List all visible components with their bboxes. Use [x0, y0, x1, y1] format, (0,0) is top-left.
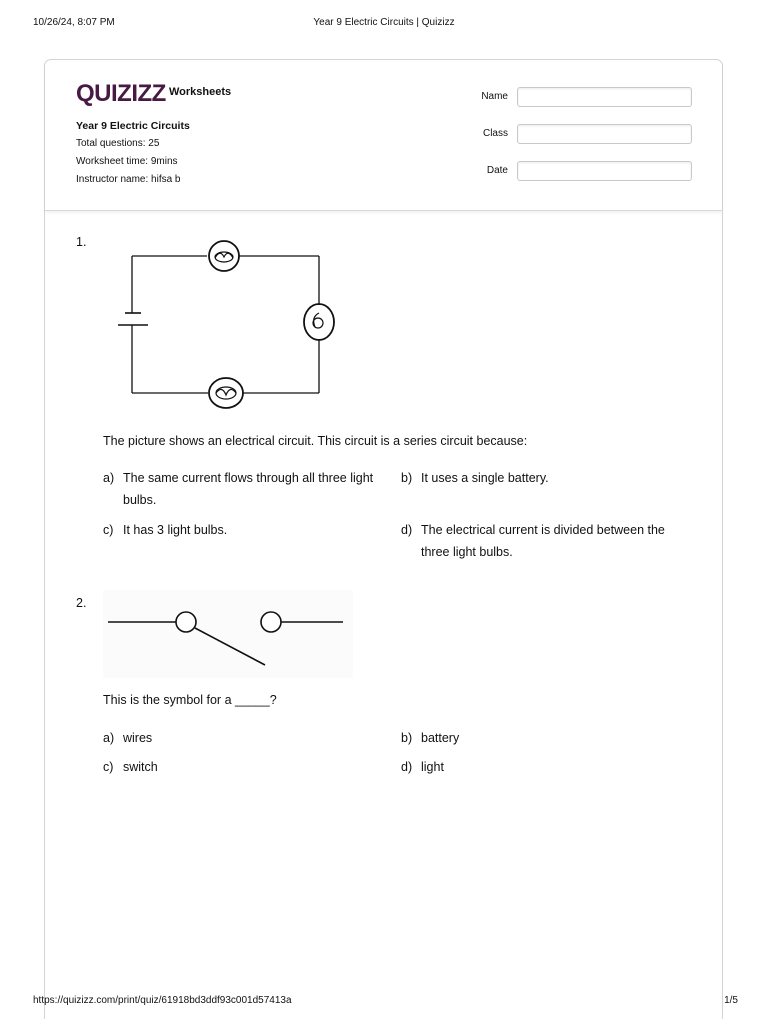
- print-header: [0, 17, 768, 31]
- name-label: Name: [481, 91, 508, 102]
- option-text: It uses a single battery.: [421, 471, 549, 485]
- option-letter: d): [401, 760, 413, 774]
- option-text: switch: [123, 760, 158, 774]
- option-text: It has 3 light bulbs.: [123, 523, 228, 537]
- option-letter: b): [401, 471, 413, 485]
- question-2-option-c[interactable]: [103, 756, 393, 778]
- option-letter: a): [103, 471, 115, 485]
- worksheet-header: [45, 60, 722, 211]
- brand-suffix: Worksheets: [169, 86, 232, 98]
- print-footer: [0, 995, 768, 1009]
- date-field[interactable]: [517, 161, 692, 181]
- print-page-number: 1/5: [724, 995, 738, 1006]
- print-datetime: 10/26/24, 8:07 PM: [33, 17, 115, 28]
- bulb-bottom: [209, 378, 243, 408]
- option-text: The same current flows through all three light bulbs.: [123, 471, 374, 507]
- option-text: wires: [123, 731, 153, 745]
- class-label: Class: [482, 128, 508, 139]
- question-1-option-a[interactable]: [103, 467, 393, 511]
- question-1-number: 1.: [76, 235, 87, 249]
- worksheet: [44, 59, 723, 1019]
- class-field[interactable]: [517, 124, 692, 144]
- question-2-option-b[interactable]: [401, 727, 691, 749]
- bulb-top: [209, 241, 239, 271]
- question-1-option-c[interactable]: [103, 519, 393, 541]
- print-page-title: Year 9 Electric Circuits | Quizizz: [313, 17, 455, 28]
- question-2-option-d[interactable]: [401, 756, 691, 778]
- option-letter: c): [103, 523, 114, 537]
- option-text: battery: [421, 731, 460, 745]
- option-letter: a): [103, 731, 115, 745]
- question-1-option-d[interactable]: [401, 519, 691, 563]
- question-2-option-a[interactable]: [103, 727, 393, 749]
- series-circuit-diagram: [115, 235, 345, 415]
- switch-right-contact: [261, 612, 281, 632]
- option-text: light: [421, 760, 444, 774]
- question-2-number: 2.: [76, 596, 87, 610]
- bulb-right: [304, 304, 334, 340]
- question-1-option-b[interactable]: [401, 467, 691, 489]
- date-label: Date: [486, 165, 508, 176]
- total-questions: Total questions: 25: [76, 138, 160, 149]
- worksheet-time: Worksheet time: 9mins: [76, 156, 178, 167]
- print-url: https://quizizz.com/print/quiz/61918bd3ddf93c001d57413a: [33, 995, 292, 1006]
- instructor-name: Instructor name: hifsa b: [76, 174, 181, 185]
- option-letter: b): [401, 731, 413, 745]
- quizizz-logo: [76, 79, 168, 107]
- question-1-text: The picture shows an electrical circuit. This circuit is a series circuit because:: [103, 434, 528, 448]
- switch-left-contact: [176, 612, 196, 632]
- option-letter: d): [401, 523, 413, 537]
- switch-symbol-diagram: [103, 590, 353, 680]
- brand-wordmark: QUIZIZZ: [76, 80, 166, 107]
- option-text: The electrical current is divided between the three light bulbs.: [421, 523, 665, 559]
- worksheet-title: Year 9 Electric Circuits: [76, 120, 190, 132]
- name-field[interactable]: [517, 87, 692, 107]
- option-letter: c): [103, 760, 114, 774]
- question-2-text: This is the symbol for a _____?: [103, 693, 277, 707]
